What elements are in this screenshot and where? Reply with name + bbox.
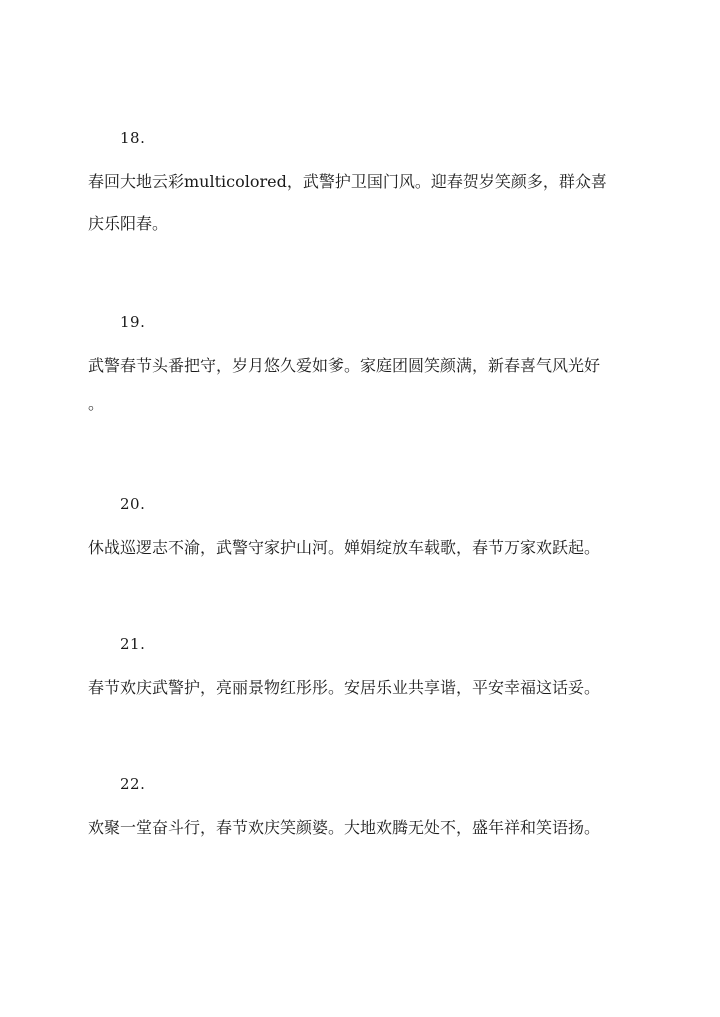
entry-number: 20. [120,495,146,513]
poem-line: 庆乐阳春。 [88,214,169,233]
poem-entry-19 [88,312,636,414]
poem-line: 武警春节头番把守，岁月悠久爱如爹。家庭团圆笑颜满，新春喜气风光好 [88,356,601,375]
poem-entry-22 [88,774,636,838]
poem-line: 欢聚一堂奋斗行，春节欢庆笑颜婆。大地欢腾无处不，盛年祥和笑语扬。 [88,818,601,837]
poem-entry-18 [88,128,636,234]
entry-number: 22. [120,775,146,793]
poem-line: 休战巡逻志不渝，武警守家护山河。婵娟绽放车载歌，春节万家欢跃起。 [88,538,601,557]
poem-entry-21 [88,634,636,698]
poem-line: 春回大地云彩multicolored，武警护卫国门风。迎春贺岁笑颜多，群众喜 [88,172,607,191]
entry-number: 18. [120,129,146,147]
entry-number: 19. [120,313,146,331]
poem-line: 。 [88,394,105,413]
entry-number: 21. [120,635,146,653]
poem-entry-20 [88,494,636,558]
poem-line: 春节欢庆武警护，亮丽景物红彤彤。安居乐业共享谐，平安幸福这话妥。 [88,678,601,697]
